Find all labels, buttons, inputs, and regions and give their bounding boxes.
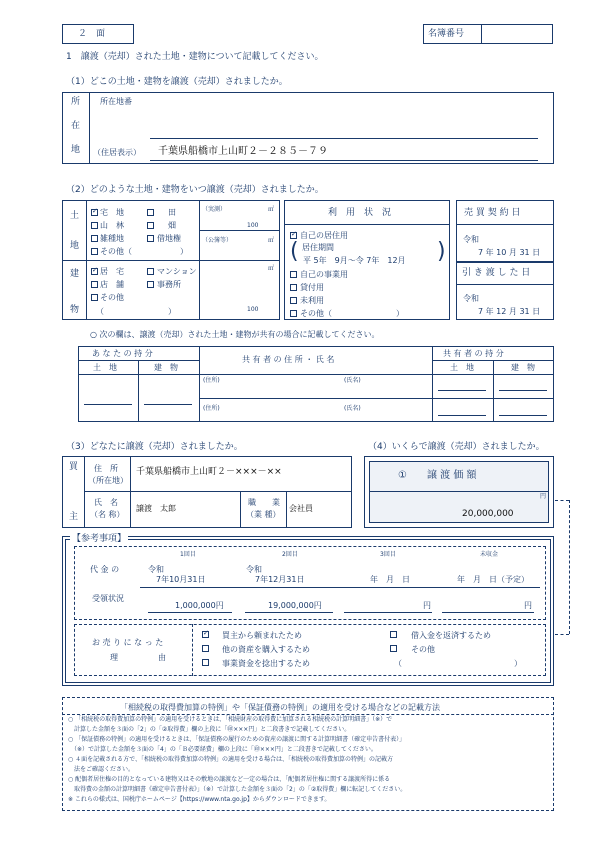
coowner-name-2: (氏名) <box>344 405 361 412</box>
land-side-divider <box>86 200 87 320</box>
q2-title: （2）どのような土地・建物をいつ譲渡（売却）されましたか。 <box>66 185 324 195</box>
coowner-name-1: (氏名) <box>344 377 361 384</box>
land-type-checkbox-1[interactable] <box>147 209 154 216</box>
usage-2: 貸付用 <box>300 283 324 292</box>
land-building-split <box>62 260 280 261</box>
land-type-0: 宅 地 <box>100 208 124 217</box>
handover-title: 引 き 渡 し た 日 <box>462 268 531 278</box>
buyer-job-label-2: （業 種） <box>246 510 281 519</box>
buyer-address-label-1: 住 所 <box>94 464 118 473</box>
shared-h-1 <box>78 360 199 361</box>
coowner-share-header: 共 有 者 の 持 分 <box>443 349 504 358</box>
buyer-job-value[interactable]: 会社員 <box>289 504 313 513</box>
building-type-checkbox-0[interactable] <box>91 268 98 275</box>
share-line-2 <box>144 404 192 405</box>
period-paren-left: ( <box>290 239 299 264</box>
notes-line-0: ○ 「相続税の取得費加算の特例」の適用を受けるときは、「相続財産の取得費に加算される相続税の計算明細書」（※）で <box>68 716 393 723</box>
coowner-address-1: (住所) <box>203 377 220 384</box>
notes-line-7: 取得費の金額の計算明細書《確定申告書付表》」（※）で計算した金額を３面の「2」の「②取得費」欄に転記してください。 <box>68 786 407 793</box>
usage-checkbox-4[interactable] <box>290 310 297 317</box>
receipt-label: 受領状況 <box>92 594 124 603</box>
building-type-checkbox-4[interactable] <box>91 294 98 301</box>
q1-side-1: 所 <box>71 97 81 107</box>
contract-title: 売 買 契 約 日 <box>464 208 521 218</box>
residence-value[interactable]: 千葉県船橋市上山町２－２８５－７９ <box>158 146 328 157</box>
building-type-checkbox-1[interactable] <box>147 268 154 275</box>
your-share-land: 土 地 <box>93 363 117 372</box>
building-side-2: 物 <box>70 305 80 315</box>
contract-date[interactable]: 7 年 10 月 31 日 <box>478 248 541 257</box>
usage-checkbox-3[interactable] <box>290 297 297 304</box>
residence-period-value[interactable]: 平 5年 9月～令 7年 12月 <box>303 256 406 265</box>
amount-line-3 <box>344 612 432 613</box>
land-unit-2: ㎡ <box>268 237 275 244</box>
notes-title-line <box>62 714 554 715</box>
usage-4: その他（ ） <box>300 309 404 318</box>
lot-number-line <box>150 138 538 139</box>
buyer-side-div <box>84 456 85 528</box>
price-label: ① 譲 渡 価 額 <box>398 470 477 481</box>
land-area-public-label: （公簿等） <box>202 237 233 244</box>
buyer-name-value[interactable]: 譲渡 太郎 <box>136 504 176 513</box>
buyer-side-1: 買 <box>69 462 79 472</box>
q1-divider <box>89 92 90 164</box>
r1-amount[interactable]: 1,000,000円 <box>175 601 224 610</box>
shared-note: ○ 次の欄は、譲渡（売却）された土地・建物が共有の場合に記載してください。 <box>90 330 380 339</box>
reason-other-paren: （ ） <box>394 659 522 668</box>
usage-checkbox-0[interactable] <box>290 232 297 239</box>
buyer-mid-line <box>84 491 352 492</box>
r1-era: 令和 <box>148 565 164 574</box>
notes-title: 「相続税の取得費加算の特例」や「保証債務の特例」の適用を受ける場合などの記載方法 <box>120 703 440 712</box>
notes-line-3: （※）で計算した金額を３面の「4」の「Ｂ必要経費」欄の上段に「㊞×××円」と二段書きで記載してください。 <box>68 746 377 753</box>
shared-div-2 <box>432 346 433 422</box>
reason-1: 借入金を返済するため <box>411 631 491 640</box>
land-side-2: 地 <box>70 241 80 251</box>
building-other-paren: （ ） <box>96 307 176 316</box>
share-line-4 <box>499 390 547 391</box>
reason-label-1: お 売 り に な っ た <box>92 638 164 647</box>
notes-line-4: ○ ４面を記載される方で、「相続税の取得費加算の特例」の適用を受ける場合は、「相続税の取得費加算の特例」の記載方 <box>68 756 394 763</box>
land-area-split <box>199 230 280 231</box>
share-line-3 <box>438 390 486 391</box>
r3-date[interactable]: 年 月 日 <box>370 575 410 584</box>
buyer-address-label-2: （所在地） <box>88 476 128 485</box>
usage-1: 自己の事業用 <box>300 270 348 279</box>
residence-line <box>150 160 538 161</box>
reason-checkbox-0[interactable] <box>202 631 209 638</box>
lot-number-label: 所在地番 <box>100 97 132 106</box>
land-type-4: 雑種地 <box>100 234 124 243</box>
payment-label: 代 金 の <box>90 565 120 574</box>
reason-divider <box>192 624 193 676</box>
reason-4: 事業資金を捻出するため <box>222 659 310 668</box>
land-type-checkbox-0[interactable] <box>91 209 98 216</box>
q4-title: （4）いくらで譲渡（売却）されましたか。 <box>368 442 545 452</box>
connector-top <box>555 500 569 501</box>
land-type-checkbox-2[interactable] <box>91 222 98 229</box>
land-type-6: その他（ ） <box>100 247 188 256</box>
shared-h-4 <box>199 398 554 399</box>
q1-title: （1）どこの土地・建物を譲渡（売却）されましたか。 <box>66 77 288 87</box>
reason-0: 買主から頼まれたため <box>222 631 302 640</box>
r2-amount[interactable]: 19,000,000円 <box>268 601 322 610</box>
building-side-1: 建 <box>70 269 80 279</box>
land-side-1: 土 <box>70 211 80 221</box>
q1-side-3: 地 <box>71 145 81 155</box>
reason-checkbox-3[interactable] <box>390 645 397 652</box>
handover-header-line <box>456 284 554 285</box>
payment-row-line <box>140 587 540 588</box>
amount-line-4 <box>442 612 534 613</box>
connector-bottom <box>555 634 569 635</box>
share-line-1 <box>84 404 132 405</box>
reason-label-2: 理 由 <box>110 653 166 662</box>
reference-title: 【参考事項】 <box>72 534 127 544</box>
r2-date[interactable]: 7年12月31日 <box>255 575 305 584</box>
price-value[interactable]: 20,000,000 <box>462 509 514 519</box>
building-type-checkbox-2[interactable] <box>91 281 98 288</box>
ref-col-4: 未収金 <box>480 551 499 558</box>
connector-vertical <box>569 500 570 634</box>
land-type-1: 田 <box>168 208 176 217</box>
your-share-header: あ な た の 持 分 <box>92 349 153 358</box>
land-type-2: 山 林 <box>100 221 124 230</box>
contract-header-line <box>456 224 554 225</box>
coowner-header: 共 有 者 の 住 所 ・ 氏 名 <box>242 355 335 364</box>
reason-2: 他の資産を購入するため <box>222 645 310 654</box>
contract-era: 令和 <box>463 235 479 244</box>
r1-date[interactable]: 7年10月31日 <box>156 575 206 584</box>
land-type-checkbox-3[interactable] <box>147 222 154 229</box>
usage-3: 未利用 <box>300 296 324 305</box>
land-type-3: 畑 <box>168 221 176 230</box>
buyer-job-div-1 <box>240 491 241 528</box>
share-line-5 <box>438 415 486 416</box>
building-type-0: 居 宅 <box>100 267 124 276</box>
land-unit-1: ㎡ <box>268 206 275 213</box>
shared-h-2 <box>432 360 554 361</box>
amount-line-1 <box>148 612 232 613</box>
land-type-checkbox-4[interactable] <box>91 235 98 242</box>
shared-div-3 <box>138 360 139 422</box>
r3-amount[interactable]: 円 <box>423 601 431 610</box>
reason-checkbox-2[interactable] <box>202 645 209 652</box>
register-number-label: 名簿番号 <box>428 29 465 39</box>
notes-line-1: 計算した金額を３面の「2」の「②取得費」欄の上段に「㊞×××円」と二段書きで記載してください。 <box>68 726 351 733</box>
shared-div-4 <box>493 360 494 422</box>
shared-div-1 <box>199 346 200 422</box>
land-type-checkbox-5[interactable] <box>147 235 154 242</box>
q1-side-2: 在 <box>71 121 81 131</box>
ref-col-1: 1回目 <box>180 551 196 558</box>
section1-title: 1 譲渡（売却）された土地・建物について記載してください。 <box>66 52 324 62</box>
reason-checkbox-4[interactable] <box>202 659 209 666</box>
buyer-name-label-2: （名 称） <box>90 510 125 519</box>
usage-checkbox-2[interactable] <box>290 284 297 291</box>
share-line-6 <box>499 415 547 416</box>
reason-checkbox-1[interactable] <box>390 631 397 638</box>
notes-line-5: 法をご確認ください。 <box>68 766 135 773</box>
building-type-2: 店 舗 <box>100 280 124 289</box>
buyer-side-2: 主 <box>69 512 79 522</box>
land-type-checkbox-6[interactable] <box>91 248 98 255</box>
amount-line-2 <box>245 612 333 613</box>
buyer-job-label-1: 職 業 <box>248 498 280 507</box>
shared-h-3 <box>78 374 554 375</box>
r4-date[interactable]: 年 月 日（予定） <box>457 575 529 584</box>
land-area-divider <box>199 200 200 320</box>
building-type-1: マンション <box>157 267 197 276</box>
coowner-address-2: (住所) <box>203 405 220 412</box>
ref-col-3: 3回目 <box>380 551 396 558</box>
coowner-share-land: 土 地 <box>450 363 474 372</box>
handover-date[interactable]: 7 年 12 月 31 日 <box>478 307 541 316</box>
ref-col-2: 2回目 <box>282 551 298 558</box>
notes-line-8: ※ これらの様式は、国税庁ホームページ【https://www.nta.go.jp】からダウンロードできます。 <box>68 796 331 803</box>
period-paren-right: ) <box>437 239 446 264</box>
page-label: ２ 面 <box>78 29 106 39</box>
price-yen: 円 <box>540 493 547 500</box>
building-type-3: 事務所 <box>157 280 181 289</box>
building-type-checkbox-3[interactable] <box>147 281 154 288</box>
residence-period-label: 居住期間 <box>302 243 334 252</box>
r2-era: 令和 <box>246 565 262 574</box>
usage-header-line <box>284 224 450 225</box>
land-type-5: 借地権 <box>157 234 181 243</box>
usage-title: 利 用 状 況 <box>328 208 392 218</box>
buyer-label-div <box>130 456 131 528</box>
handover-era: 令和 <box>463 294 479 303</box>
building-unit: ㎡ <box>268 265 275 272</box>
your-share-building: 建 物 <box>154 363 178 372</box>
usage-checkbox-1[interactable] <box>290 271 297 278</box>
notes-line-6: ○ 配偶者居住権の目的となっている建物又はその敷地の譲渡など一定の場合は、「配偶者居住権に関する譲渡所得に係る <box>68 776 391 783</box>
q3-title: （3）どなたに譲渡（売却）されましたか。 <box>66 442 243 452</box>
usage-0: 自己の居住用 <box>300 231 348 240</box>
reason-3: その他 <box>411 645 435 654</box>
building-share: 100 <box>247 306 259 313</box>
residence-label: （住居表示） <box>93 148 141 157</box>
buyer-job-div-2 <box>286 491 287 528</box>
r4-amount[interactable]: 円 <box>524 601 532 610</box>
buyer-name-label-1: 氏 名 <box>94 498 118 507</box>
land-share: 100 <box>247 222 259 229</box>
building-type-4: その他 <box>100 293 124 302</box>
price-divider <box>369 491 549 492</box>
land-area-actual-label: （実測） <box>202 206 227 213</box>
notes-line-2: ○ 「保証債務の特例」の適用を受けるときは、「保証債務の履行のための資産の譲渡に関する計算明細書（確定申告書付表）」 <box>68 736 406 743</box>
buyer-address-value[interactable]: 千葉県船橋市上山町２－×××－×× <box>136 467 282 477</box>
register-number-field[interactable] <box>482 25 552 43</box>
coowner-share-building: 建 物 <box>511 363 535 372</box>
